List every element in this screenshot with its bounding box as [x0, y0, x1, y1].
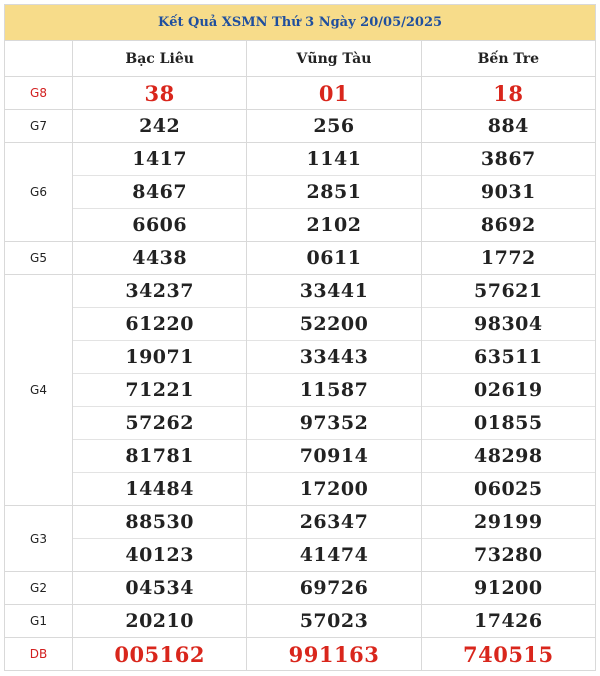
prize-cell: 991163 — [247, 638, 421, 671]
prize-row-g3 — [5, 506, 596, 572]
prize-cell — [421, 275, 595, 506]
prize-number: 97352 — [247, 406, 420, 439]
prize-cell: 242 — [73, 110, 247, 143]
prize-label: G5 — [5, 242, 73, 275]
prize-number: 48298 — [422, 439, 595, 472]
prize-label: G1 — [5, 605, 73, 638]
prize-number: 34237 — [125, 280, 194, 302]
prize-number: 01855 — [422, 406, 595, 439]
prize-row-g7 — [5, 110, 596, 143]
prize-cell — [247, 275, 421, 506]
prize-number: 06025 — [422, 472, 595, 505]
province-header-bac-lieu: Bạc Liêu — [73, 41, 247, 77]
prize-cell: 005162 — [73, 638, 247, 671]
prize-number: 17200 — [247, 472, 420, 505]
prize-cell: 91200 — [421, 572, 595, 605]
prize-number: 40123 — [73, 538, 246, 571]
prize-row-g6 — [5, 143, 596, 242]
prize-number: 19071 — [73, 340, 246, 373]
prize-row-g2 — [5, 572, 596, 605]
prize-label: G8 — [5, 77, 73, 110]
prize-number: 52200 — [247, 307, 420, 340]
prize-cell: 04534 — [73, 572, 247, 605]
prize-number: 88530 — [125, 511, 194, 533]
prize-cell — [247, 143, 421, 242]
prize-label: G3 — [5, 506, 73, 572]
prize-cell — [73, 506, 247, 572]
prize-cell: 18 — [421, 77, 595, 110]
prize-cell — [247, 506, 421, 572]
empty-header-cell — [5, 41, 73, 77]
prize-number: 6606 — [73, 208, 246, 241]
prize-number: 57262 — [73, 406, 246, 439]
prize-cell: 1772 — [421, 242, 595, 275]
prize-number: 73280 — [422, 538, 595, 571]
prize-label: G2 — [5, 572, 73, 605]
prize-cell: 38 — [73, 77, 247, 110]
province-header-ben-tre: Bến Tre — [421, 41, 595, 77]
prize-cell: 884 — [421, 110, 595, 143]
prize-number: 14484 — [73, 472, 246, 505]
prize-row-g5 — [5, 242, 596, 275]
prize-number: 8467 — [73, 175, 246, 208]
prize-row-g8 — [5, 77, 596, 110]
prize-cell: 01 — [247, 77, 421, 110]
prize-cell: 69726 — [247, 572, 421, 605]
page-title: Kết Quả XSMN Thứ 3 Ngày 20/05/2025 — [5, 5, 596, 41]
prize-cell: 17426 — [421, 605, 595, 638]
prize-number: 11587 — [247, 373, 420, 406]
prize-cell — [73, 275, 247, 506]
prize-label: G4 — [5, 275, 73, 506]
prize-number: 63511 — [422, 340, 595, 373]
prize-cell: 4438 — [73, 242, 247, 275]
prize-number: 2102 — [247, 208, 420, 241]
prize-number: 70914 — [247, 439, 420, 472]
prize-cell: 57023 — [247, 605, 421, 638]
prize-number: 29199 — [474, 511, 543, 533]
prize-number: 98304 — [422, 307, 595, 340]
prize-cell: 20210 — [73, 605, 247, 638]
prize-number: 1417 — [132, 148, 188, 170]
prize-number: 81781 — [73, 439, 246, 472]
prize-row-g4 — [5, 275, 596, 506]
province-header-vung-tau: Vũng Tàu — [247, 41, 421, 77]
prize-number: 33443 — [247, 340, 420, 373]
prize-number: 41474 — [247, 538, 420, 571]
prize-number: 2851 — [247, 175, 420, 208]
prize-number: 3867 — [480, 148, 536, 170]
prize-number: 57621 — [474, 280, 543, 302]
prize-number: 1141 — [306, 148, 362, 170]
prize-number: 9031 — [422, 175, 595, 208]
prize-label: G7 — [5, 110, 73, 143]
prize-cell: 740515 — [421, 638, 595, 671]
prize-cell: 256 — [247, 110, 421, 143]
prize-number: 02619 — [422, 373, 595, 406]
lottery-results — [4, 4, 596, 671]
prize-number: 71221 — [73, 373, 246, 406]
prize-number: 33441 — [299, 280, 369, 302]
results-table — [4, 4, 596, 671]
prize-row-db — [5, 638, 596, 671]
prize-number: 8692 — [422, 208, 595, 241]
prize-cell — [73, 143, 247, 242]
prize-cell — [421, 143, 595, 242]
prize-number: 61220 — [73, 307, 246, 340]
prize-row-g1 — [5, 605, 596, 638]
prize-label: DB — [5, 638, 73, 671]
prize-number: 26347 — [299, 511, 369, 533]
prize-label: G6 — [5, 143, 73, 242]
prize-cell: 0611 — [247, 242, 421, 275]
prize-cell — [421, 506, 595, 572]
